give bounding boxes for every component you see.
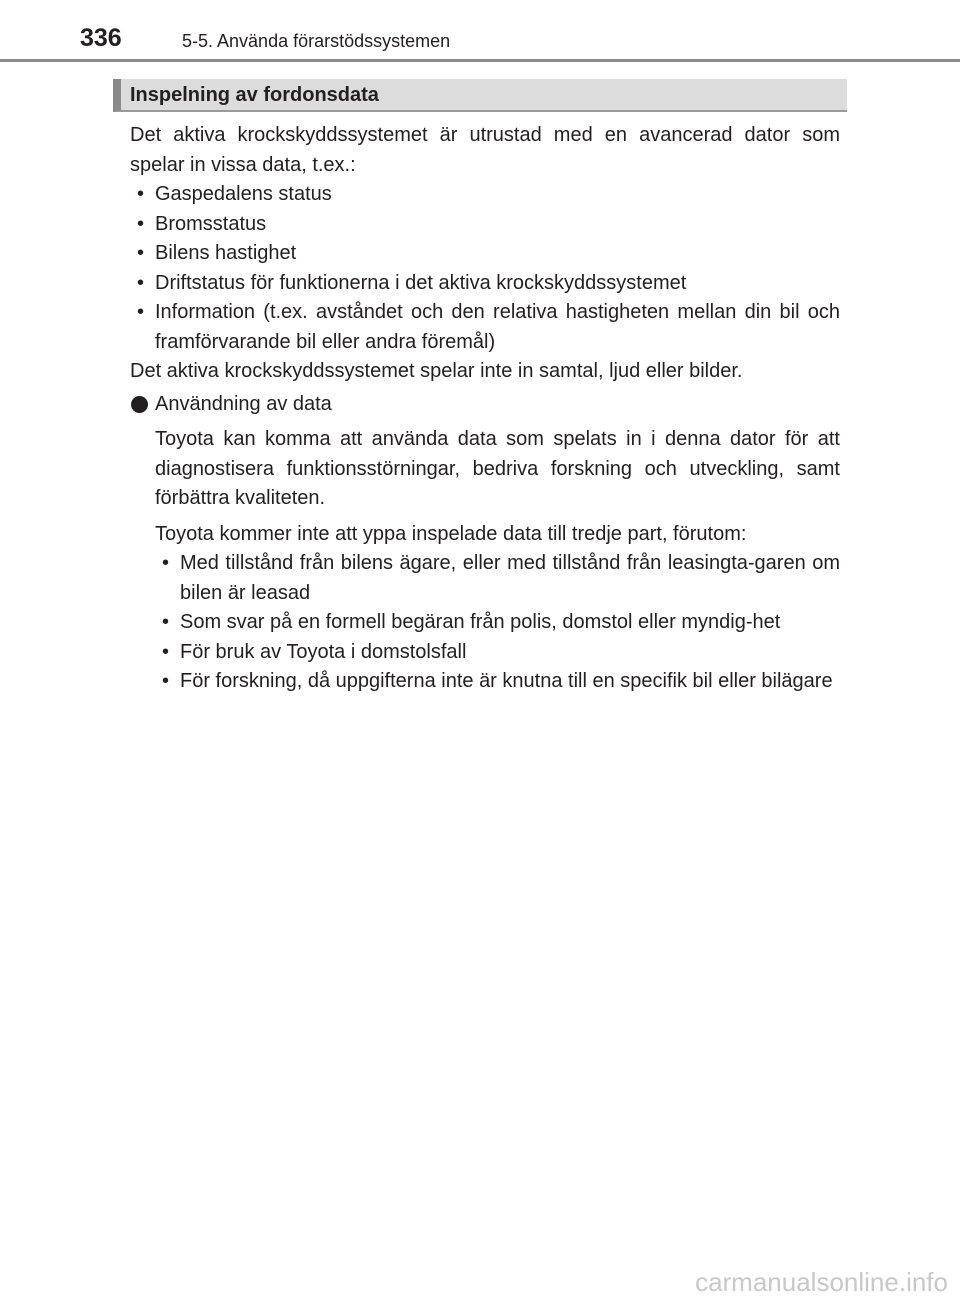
bullet-icon: • bbox=[137, 242, 145, 264]
bullet-icon: • bbox=[162, 670, 170, 692]
chapter-title: 5-5. Använda förarstödssystemen bbox=[182, 31, 451, 51]
list-item: • Bilens hastighet bbox=[130, 239, 840, 269]
bullet-icon: • bbox=[162, 640, 170, 663]
not-recorded-paragraph: Det aktiva krockskyddssystemet spelar inte in samtal, ljud eller bilder. bbox=[130, 360, 743, 382]
list-item: • För forskning, då uppgifterna inte är knutna till en specifik bil eller bilägare bbox=[155, 667, 840, 697]
list-item: • Bromsstatus bbox=[130, 210, 840, 240]
usage-paragraph: Toyota kan komma att använda data som spelats in i denna dator för att diagnostisera funktionsstörningar, bedriva forskning och utveckling, samt förbättra kvaliteten. bbox=[155, 428, 840, 509]
exceptions-list bbox=[155, 549, 840, 697]
filled-circle-icon bbox=[131, 396, 148, 413]
list-item: • Driftstatus för funktionerna i det aktiva krockskyddssystemet bbox=[130, 269, 840, 299]
list-item: • Information (t.ex. avståndet och den relativa hastigheten mellan din bil och framförvarande bil eller andra föremål) bbox=[130, 298, 840, 357]
list-item: • För bruk av Toyota i domstolsfall bbox=[155, 638, 840, 668]
list-item: • Med tillstånd från bilens ägare, eller med tillstånd från leasingta-garen om bilen är leasad bbox=[155, 549, 840, 608]
bullet-icon: • bbox=[162, 552, 170, 574]
intro-paragraph: Det aktiva krockskyddssystemet är utrustad med en avancerad dator som spelar in vissa data, t.ex.: bbox=[130, 124, 840, 176]
list-item: • Som svar på en formell begäran från polis, domstol eller myndig-het bbox=[155, 608, 840, 638]
disclosure-paragraph: Toyota kommer inte att yppa inspelade data till tredje part, förutom: bbox=[155, 522, 747, 545]
list-item: • Gaspedalens status bbox=[130, 180, 840, 210]
page-number: 336 bbox=[80, 24, 122, 52]
bullet-icon: • bbox=[137, 212, 145, 235]
recorded-items-list bbox=[130, 180, 840, 357]
bullet-icon: • bbox=[162, 611, 170, 633]
usage-block bbox=[130, 425, 840, 697]
header-rule bbox=[0, 59, 960, 62]
section-content bbox=[130, 121, 840, 697]
watermark: carmanualsonline.info bbox=[695, 1267, 948, 1297]
bullet-icon: • bbox=[137, 301, 145, 323]
bullet-icon: • bbox=[137, 183, 145, 205]
section-heading: Inspelning av fordonsdata bbox=[113, 79, 847, 112]
usage-heading: Användning av data bbox=[130, 390, 840, 420]
bullet-icon: • bbox=[137, 271, 145, 294]
